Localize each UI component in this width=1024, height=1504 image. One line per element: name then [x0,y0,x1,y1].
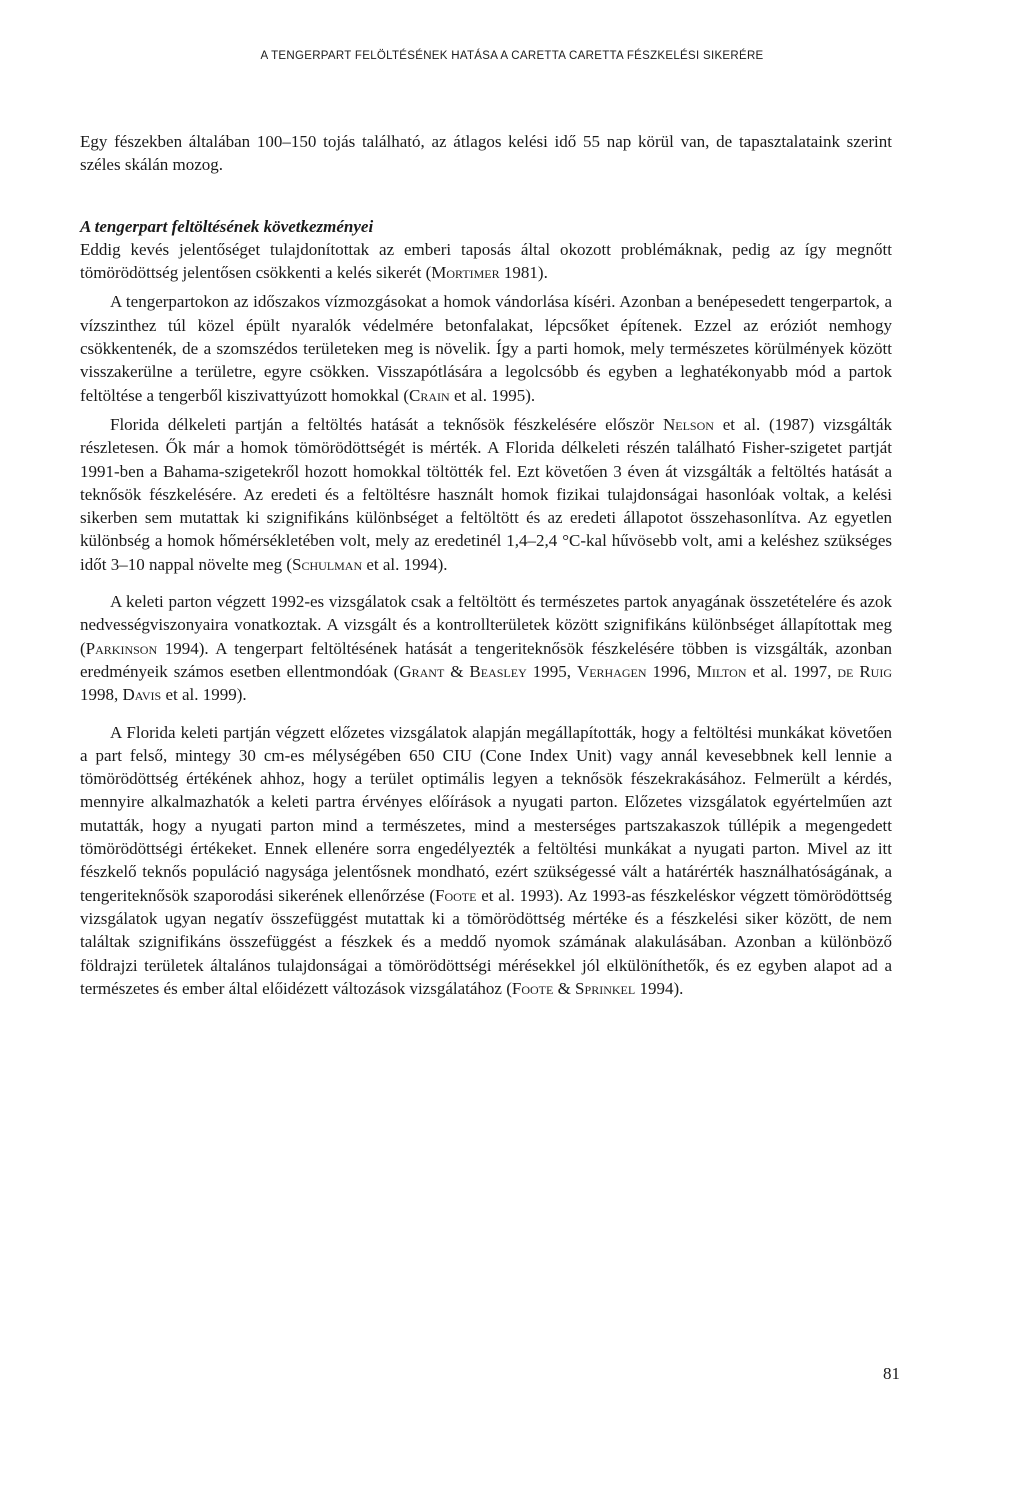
paragraph-4: A keleti parton végzett 1992-es vizsgálatok csak a feltöltött és természetes partok anyagának összetételére és azok nedvességviszonyaira vonatkoztak. A vizsgált és a kontrollterületek között szignifikáns különbséget állapítottak meg (Parkinson 1994). A tengerpart feltöltésének hatását a tengeriteknősök fészkelésére többen is vizsgálták, azonban eredményeik számos esetben ellentmondóak (Grant & Beasley 1995, Verhagen 1996, Milton et al. 1997, de Ruig 1998, Davis et al. 1999). [80,592,893,705]
citation: de Ruig [837,661,893,681]
paragraph-1: Eddig kevés jelentőséget tulajdonítottak az emberi taposás által okozott problémáknak, pedig az így megnőtt tömörödöttség jelentősen csökkenti a kelés sikerét (Mortimer 1981). [80,239,892,283]
intro-paragraph: Egy fészekben általában 100–150 tojás található, az átlagos kelési idő 55 nap körül van, de tapasztalataink szerint széles skálán mozog. [80,132,892,175]
citation: Milton [696,661,747,681]
running-head: A TENGERPART FELÖLTÉSÉNEK HATÁSA A CARETTA CARETTA FÉSZKELÉSI SIKERÉRE [260,50,764,62]
citation: Crain [409,385,450,405]
paragraph-5: A Florida keleti partján végzett előzetes vizsgálatok alapján megállapították, hogy a feltöltési munkákat követően a part felső, mintegy 30 cm-es mélységében 650 CIU (Cone Index Unit) vagy annál kevesebbnek kell lennie a tömörödöttség értékének ahhoz, hogy a terület optimális legyen a teknősök fészekrakásához. Felmerült a kérdés, mennyire alkalmazhatók a keleti partra érvényes előírások a nyugati parton. Előzetes vizsgálatok egyértelműen azt mutatták, hogy a nyugati parton mind a természetes, mind a mesterséges partszakaszok túllépik a megengedett tömörödöttségi értékeket. Ennek ellenére sorra engedélyezték a feltöltési munkákat a nyugati parton. Mivel az itt fészkelő teknős populáció nagysága jelentősnek mondható, ezért szükségessé vált a határérték használhatóságának, a tengeriteknősök szaporodási sikerének ellenőrzése (Foote et al. 1993). Az 1993-as fészkeléskor végzett tömörödöttség vizsgálatok ugyan negatív összefüggést mutattak ki a tömörödöttség mértéke és a fészkelési siker között, de nem találtak szignifikáns összefüggést a fészkek és a meddő nyomok számának alakulásában. Azonban a különböző földrajzi területek általános tulajdonságai a tömörödöttségi mérésekkel jól elkülöníthetők, és ez egyben alapot ad a természetes és ember által előidézett változások vizsgálatához (Foote & Sprinkel 1994). [80,722,892,998]
citation: Foote & Sprinkel [511,978,636,998]
paragraph-3: Florida délkeleti partján a feltöltés hatását a teknősök fészkelésére először Nelson et al. (1987) vizsgálták részletesen. Ők már a homok tömörödöttségét is mérték. A Florida délkeleti részén található Fisher-szigetet partját 1991-ben a Bahama-szigetekről hozott homokkal töltötték fel. Ezt követően 3 éven át vizsgálták a feltöltés hatását a teknősök fészkelésére. Az eredeti és a feltöltésre használt homok fizikai tulajdonságai hasonlóak voltak, a kelési sikerben sem mutattak ki szignifikáns különbséget a feltöltött és az eredeti állapotot összehasonlítva. Az egyetlen különbség a homok hőmérsékletében volt, mely az eredetinél 1,4–2,4 °C-kal hűvösebb volt, ami a keléshez szükséges időt 3–10 nappal növelte meg (Schulman et al. 1994). [80,414,892,574]
citation: Nelson [662,414,714,434]
article-body [80,130,892,1000]
citation: Parkinson [85,638,158,658]
page-number: 81 [883,1364,900,1383]
citation: Schulman [291,554,363,574]
section-heading: A tengerpart feltöltésének következményei [80,216,374,236]
citation: Foote [435,885,477,905]
citation: Grant & Beasley [399,661,527,681]
citation: Mortimer [431,263,500,283]
paragraph-2: A tengerpartokon az időszakos vízmozgásokat a homok vándorlása kíséri. Azonban a benépesedett tengerpartok, a vízszinthez túl közel épült nyaralók védelmére betonfalakat, lépcsőket építenek. Ezzel az eróziót nemhogy csökkentenék, de a szomszédos területeken meg is növelik. Így a parti homok, mely természetes körülmények között visszakerülne a területre, egyre csökken. Visszapótlására a legolcsóbb és egyben a leghatékonyabb mód a partok feltöltése a tengerből kiszivattyúzott homokkal (Crain et al. 1995). [80,292,892,405]
citation: Davis [122,685,162,705]
citation: Verhagen [576,661,647,681]
